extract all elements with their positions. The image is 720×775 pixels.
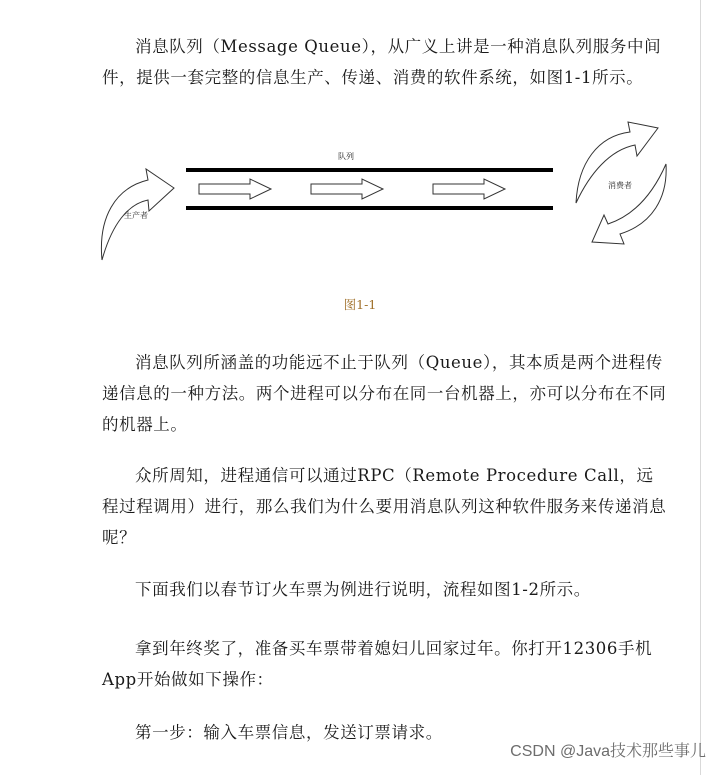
paragraph-rpc: 众所周知，进程通信可以通过RPC（Remote Procedure Call，远程过程调用）进行，那么我们为什么要用消息队列这种软件服务来传递消息呢？ [102,466,667,547]
queue-arrow-icon-1 [199,179,271,199]
paragraph-scenario: 拿到年终奖了，准备买车票带着媳妇儿回家过年。你打开12306手机App开始做如下操作： [102,639,653,689]
paragraph-example: 下面我们以春节订火车票为例进行说明，流程如图1-2所示。 [135,580,591,599]
queue-arrow-icon-2 [311,179,383,199]
paragraph-queue-essence: 消息队列所涵盖的功能远不止于队列（Queue），其本质是两个进程传递信息的一种方法。两个进程可以分布在同一台机器上，亦可以分布在不同的机器上。 [102,353,667,434]
message-queue-diagram [100,118,680,268]
figure-caption: 图1-1 [343,297,377,312]
page-edge-divider [700,0,701,775]
paragraph-step-one: 第一步：输入车票信息，发送订票请求。 [135,723,443,742]
paragraph-intro: 消息队列（Message Queue），从广义上讲是一种消息队列服务中间件，提供一套完整的信息生产、传递、消费的软件系统，如图1-1所示。 [102,37,662,87]
figure-message-queue [100,118,680,268]
queue-label: 队列 [338,152,354,161]
consumer-bottom-arrow-icon [592,164,666,244]
producer-label: 生产者 [124,211,148,220]
csdn-watermark: CSDN @Java技术那些事儿 [510,743,706,760]
consumer-top-arrow-icon [576,122,658,203]
consumer-label: 消费者 [608,181,632,190]
queue-arrow-icon-3 [433,179,505,199]
